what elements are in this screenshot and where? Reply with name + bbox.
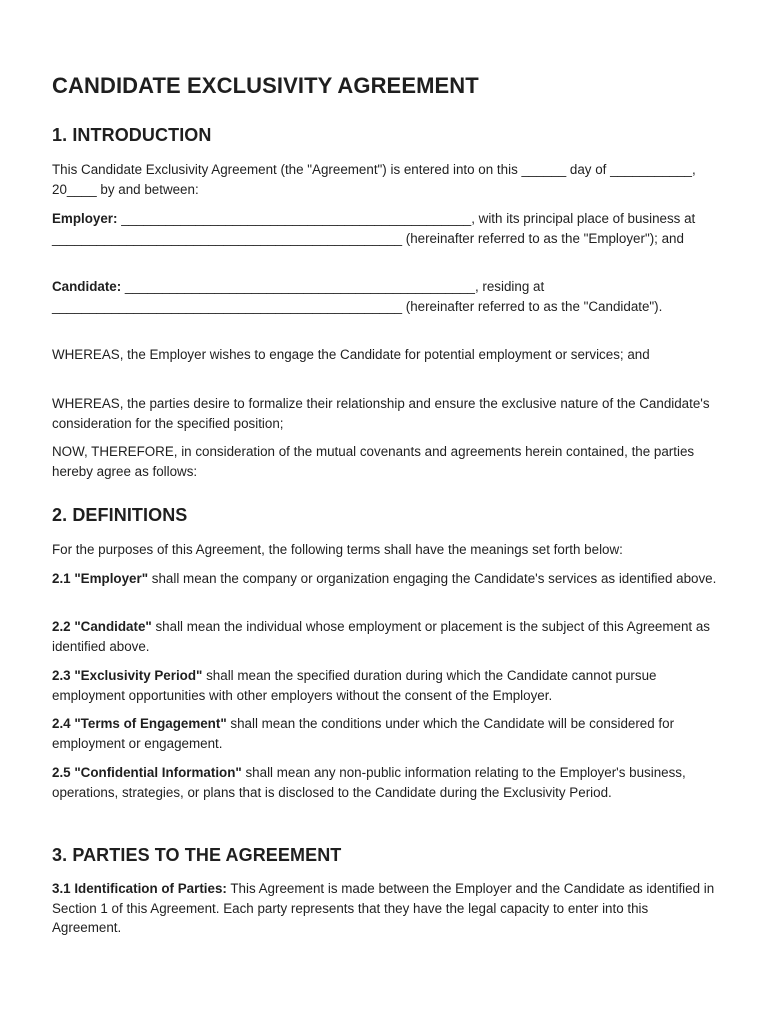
section-heading-definitions: 2. DEFINITIONS <box>52 505 188 525</box>
whereas-paragraph-1: WHEREAS, the Employer wishes to engage the Candidate for potential employment or services; and <box>52 347 650 362</box>
now-therefore-paragraph: NOW, THEREFORE, in consideration of the mutual covenants and agreements herein contained, the parties hereby agree as follows: <box>52 444 695 479</box>
definition-text: shall mean the conditions under which the Candidate will be considered for employment or engagement. <box>52 716 675 751</box>
employer-label: Employer: <box>52 211 118 226</box>
definition-item <box>52 763 718 802</box>
section-heading-introduction: 1. INTRODUCTION <box>52 125 212 145</box>
definition-item <box>52 617 718 656</box>
definition-item <box>52 666 718 705</box>
definition-item <box>52 714 718 753</box>
definition-term: 2.3 "Exclusivity Period" <box>52 668 203 683</box>
definition-text: shall mean the individual whose employment or placement is the subject of this Agreement as identified above. <box>52 619 711 654</box>
parties-term: 3.1 Identification of Parties: <box>52 881 227 896</box>
definition-text: shall mean the specified duration during which the Candidate cannot pursue employment opportunities with other employers without the consent of the Employer. <box>52 668 657 703</box>
definition-text: shall mean the company or organization engaging the Candidate's services as identified above. <box>148 571 717 586</box>
definition-item <box>52 569 718 589</box>
document-title: CANDIDATE EXCLUSIVITY AGREEMENT <box>52 73 479 98</box>
parties-item <box>52 879 718 938</box>
intro-opening: This Candidate Exclusivity Agreement (the "Agreement") is entered into on this ______ day of ___________, 20____ by and between: <box>52 162 696 197</box>
definition-term: 2.5 "Confidential Information" <box>52 765 242 780</box>
employer-paragraph <box>52 209 718 248</box>
whereas-paragraph-2: WHEREAS, the parties desire to formalize their relationship and ensure the exclusive nature of the Candidate's consideration for the specified position; <box>52 396 710 431</box>
candidate-label: Candidate: <box>52 279 122 294</box>
candidate-text: _______________________________________________, residing at _______________________________________________ (hereinafter referred to as the "Candidate"). <box>52 279 663 314</box>
definition-term: 2.2 "Candidate" <box>52 619 152 634</box>
definition-text: shall mean any non-public information relating to the Employer's business, operations, strategies, or plans that is disclosed to the Candidate during the Exclusivity Period. <box>52 765 686 800</box>
definition-term: 2.4 "Terms of Engagement" <box>52 716 227 731</box>
definition-term: 2.1 "Employer" <box>52 571 149 586</box>
section-heading-parties: 3. PARTIES TO THE AGREEMENT <box>52 845 342 865</box>
definitions-intro: For the purposes of this Agreement, the following terms shall have the meanings set forth below: <box>52 542 623 557</box>
employer-text: _______________________________________________, with its principal place of business at _______________________________________________ (hereinafter referred to as the "Employer"); and <box>52 211 696 246</box>
parties-text: This Agreement is made between the Employer and the Candidate as identified in Section 1 of this Agreement. Each party represents that they have the legal capacity to enter into this Agreement. <box>52 881 715 936</box>
candidate-paragraph <box>52 277 718 316</box>
